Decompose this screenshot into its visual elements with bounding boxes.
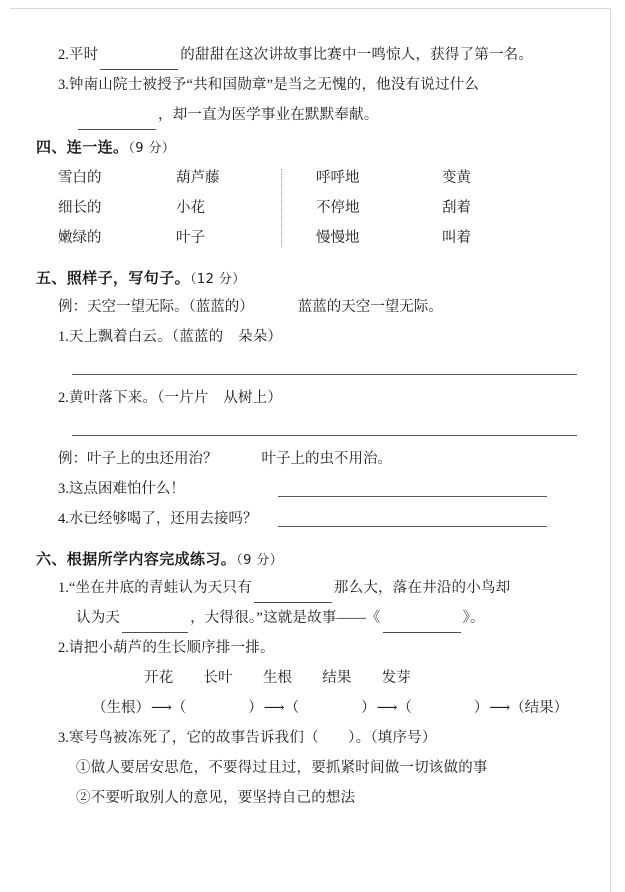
section-score: （12 分）	[190, 272, 246, 287]
fill-blank[interactable]	[254, 585, 332, 603]
sequence-chain	[92, 693, 581, 723]
paren-close: ）	[361, 700, 376, 716]
item-number: 2.	[58, 390, 69, 406]
match-right-word-2[interactable]: 刮着	[442, 200, 471, 216]
section-heading-five	[36, 267, 581, 288]
example-line	[58, 292, 581, 322]
question-item-continuation	[76, 100, 581, 130]
fill-blank[interactable]	[78, 112, 156, 130]
matching-divider	[281, 169, 282, 247]
item-text-wrap	[58, 474, 278, 504]
item-number: 2.	[58, 47, 69, 63]
word-bank-item[interactable]: 生根	[262, 670, 293, 686]
item-text-line1: 钟南山院士被授予“共和国勋章”是当之无愧的，他没有说过什么	[68, 77, 480, 93]
question-item	[58, 573, 581, 603]
item-text: 寒号鸟被冻死了，它的故事告诉我们（ ）。（填序号）	[68, 730, 437, 746]
matching-exercise	[36, 163, 581, 253]
question-item	[58, 383, 581, 413]
item-text: 请把小葫芦的生长顺序排一排。	[68, 640, 275, 656]
match-right-word-2[interactable]: 叫着	[442, 230, 471, 246]
match-left-word-2[interactable]: 不停地	[316, 200, 360, 216]
paren-open: （	[397, 700, 412, 716]
chain-blank-slot[interactable]	[172, 700, 263, 716]
section-score: （9 分）	[236, 553, 284, 568]
section-title: 四、连一连。	[36, 138, 129, 156]
example-line	[58, 444, 581, 474]
arrow-icon: ⟶	[151, 700, 171, 716]
matching-row	[58, 223, 581, 253]
chain-start: （生根）	[92, 700, 150, 716]
item-text-after: 》。	[462, 610, 485, 626]
item-text: 这点困难怕什么！	[68, 481, 185, 497]
word-bank-item[interactable]: 结果	[322, 670, 352, 686]
item-number: 3.	[58, 77, 69, 93]
fill-blank[interactable]	[383, 615, 461, 633]
arrow-icon: ⟶	[489, 700, 510, 716]
question-item	[58, 723, 581, 753]
answer-writing-line[interactable]	[72, 374, 577, 375]
answer-option[interactable]: ②不要听取别人的意见，要坚持自己的想法	[76, 790, 356, 806]
word-bank	[144, 663, 581, 693]
fill-blank[interactable]	[100, 52, 178, 70]
fill-blank[interactable]	[122, 615, 188, 633]
example-answer: 蓝蓝的天空一望无际。	[297, 299, 443, 315]
match-right-word[interactable]: 叶子	[176, 230, 205, 246]
answer-inline-line[interactable]	[278, 496, 547, 497]
item-text: 水已经够喝了，还用去接吗？	[68, 511, 258, 527]
item-text-before: 认为天	[76, 610, 121, 626]
match-right-word[interactable]: 小花	[176, 200, 205, 216]
paren-close: ）	[248, 700, 263, 716]
item-text-mid: ，大得很。”这就是故事——《	[190, 610, 381, 626]
question-item	[58, 474, 581, 504]
word-bank-item[interactable]: 开花	[144, 670, 174, 686]
question-item	[58, 633, 581, 663]
item-number: 1.	[58, 580, 69, 596]
item-text-wrap	[58, 504, 278, 534]
chain-end: （结果）	[510, 700, 569, 716]
question-item	[58, 504, 581, 534]
match-left-word-2[interactable]: 慢慢地	[316, 230, 360, 246]
section-heading-four	[36, 136, 581, 157]
item-number: 3.	[58, 730, 69, 746]
item-number: 4.	[58, 511, 69, 527]
item-text-before: 平时	[68, 47, 99, 63]
word-bank-item[interactable]: 长叶	[203, 670, 233, 686]
arrow-icon: ⟶	[376, 700, 397, 716]
match-left-word[interactable]: 细长的	[58, 200, 102, 216]
section-heading-six	[36, 548, 581, 569]
item-number: 2.	[58, 640, 69, 656]
section-title: 五、照样子，写句子。	[36, 269, 191, 287]
section-score: （9 分）	[128, 141, 176, 156]
match-left-word-2[interactable]: 呼呼地	[316, 170, 360, 186]
example-answer: 叶子上的虫不用治。	[261, 451, 392, 467]
answer-writing-line[interactable]	[72, 435, 577, 436]
matching-row	[58, 193, 581, 223]
item-number: 3.	[58, 481, 69, 497]
section-title: 六、根据所学内容完成练习。	[36, 550, 237, 568]
match-right-word[interactable]: 葫芦藤	[176, 170, 220, 186]
item-text-after: 那么大，落在井沿的小鸟却	[333, 580, 511, 596]
example-prompt: 叶子上的虫还用治？	[87, 451, 218, 467]
item-text-line2: ，却一直为医学事业在默默奉献。	[158, 107, 379, 123]
matching-row	[58, 163, 581, 193]
paren-open: （	[171, 700, 187, 716]
question-item	[58, 40, 581, 70]
question-item	[58, 322, 581, 352]
answer-option[interactable]: ①做人要居安思危，不要得过且过，要抓紧时间做一切该做的事	[76, 760, 488, 776]
example-label: 例：	[58, 451, 87, 467]
match-right-word-2[interactable]: 变黄	[442, 170, 471, 186]
question-item	[58, 70, 581, 100]
paren-close: ）	[473, 700, 489, 716]
example-prompt: 天空一望无际。（蓝蓝的）	[87, 299, 254, 315]
item-number: 1.	[58, 329, 69, 345]
item-text-before: “坐在井底的青蛙认为天只有	[68, 580, 252, 596]
answer-inline-line[interactable]	[278, 526, 547, 527]
word-bank-item[interactable]: 发芽	[381, 670, 412, 686]
question-item-continuation	[76, 603, 581, 633]
paren-open: （	[284, 700, 300, 716]
match-left-word[interactable]: 雪白的	[58, 170, 102, 186]
arrow-icon: ⟶	[263, 700, 284, 716]
item-text-after: 的甜甜在这次讲故事比赛中一鸣惊人，获得了第一名。	[180, 47, 534, 63]
chain-blank-slot[interactable]	[285, 700, 376, 716]
match-left-word[interactable]: 嫩绿的	[58, 230, 102, 246]
chain-blank-slot[interactable]	[397, 700, 488, 716]
item-text: 天上飘着白云。（蓝蓝的 朵朵）	[68, 329, 283, 345]
item-text: 黄叶落下来。（一片片 从树上）	[68, 390, 283, 406]
example-label: 例：	[58, 299, 87, 315]
